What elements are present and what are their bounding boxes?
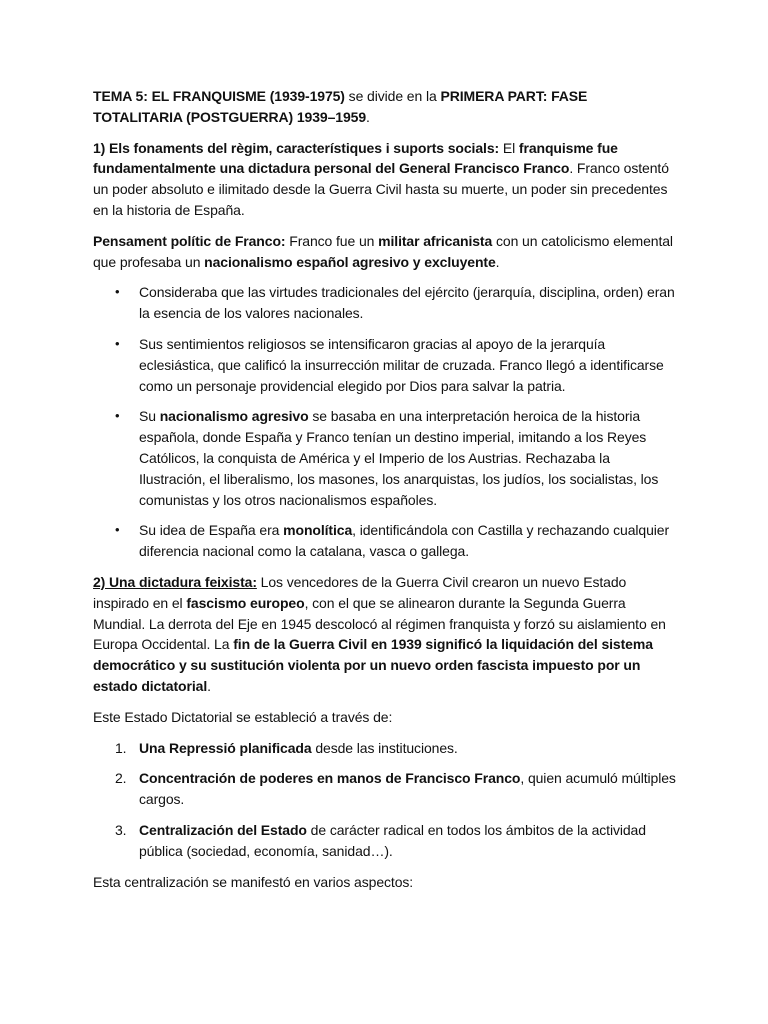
heading-title: TEMA 5: EL FRANQUISME (1939-1975) — [93, 88, 345, 104]
section-2-title — [93, 574, 257, 590]
section-2-paragraph — [93, 572, 678, 697]
section-2-bold-2: fin de la Guerra Civil en 1939 significó la liquidación del sistema democrático y su sustitución violenta por un nuevo orden fascista impuesto por un estado dictatorial — [93, 636, 653, 694]
bullet-item-4 — [93, 520, 678, 562]
numbered-item-1-number: 1. — [115, 739, 127, 756]
pensament-text-2: con un catolicismo elemental que profesaba un — [93, 232, 673, 270]
bullet-item-2 — [93, 334, 678, 396]
numbered-item-2-bold: Concentración de poderes en manos de Francisco Franco — [139, 770, 521, 787]
bullet-3-bold: nacionalismo agresivo — [159, 408, 309, 425]
numbered-item-2-text: , quien acumuló múltiples cargos. — [139, 770, 676, 808]
closing-line: Esta centralización se manifestó en varios aspectos: — [93, 873, 414, 890]
heading-end: . — [366, 108, 370, 125]
numbered-item-3-number: 3. — [115, 821, 127, 838]
bullet-2-text: Sus sentimientos religiosos se intensificaron gracias al apoyo de la jerarquía eclesiástica, que calificó la insurrección militar de cruzada. Franco llegó a identificarse como un personaje providencial elegido por Dios para salvar la patria. — [139, 335, 664, 394]
heading-connector: se divide en la — [344, 88, 441, 104]
bullet-3-pre: Su — [139, 408, 160, 425]
pensament-paragraph — [93, 231, 678, 273]
section-1-title: 1) Els fonaments del règim, característiques i suports socials: — [93, 139, 500, 156]
bullet-3-post: se basaba en una interpretación heroica de la historia española, donde España y Franco tenían un destino imperial, imitando a los Reyes Católicos, la conquista de América y el Imperio de los Austrias. Rechazaba la Ilustración, el liberalismo, los masones, los anarquistas, los judíos, los socialistas, los comunistas y los otros nacionalismos españoles. — [139, 408, 659, 508]
document-page — [93, 86, 678, 902]
bullet-1-text: Consideraba que las virtudes tradicionales del ejército (jerarquía, disciplina, orden) eran la esencia de los valores nacionales. — [139, 284, 675, 322]
heading-part: PRIMERA PART: FASE TOTALITARIA (POSTGUERRA) 1939–1959 — [93, 88, 588, 125]
section-2-title-underlined: 2) Una dictadura feixista: — [93, 573, 257, 590]
numbered-item-3-text: de carácter radical en todos los ámbitos de la actividad pública (sociedad, economía, sanidad…). — [139, 821, 646, 859]
numbered-item-3-bold: Centralización del Estado — [139, 821, 307, 838]
bullet-4-pre: Su idea de España era — [139, 522, 284, 539]
section-1-text-1: El — [499, 139, 519, 156]
bullet-item-3 — [93, 406, 678, 510]
estado-intro: Este Estado Dictatorial se estableció a través de: — [93, 708, 393, 725]
numbered-item-1 — [93, 738, 678, 759]
bullet-item-1 — [93, 282, 678, 324]
section-2-text-2: , con el que se alinearon durante la Segunda Guerra Mundial. La derrota del Eje en 1945 descolocó al régimen franquista y forzó su aislamiento en Europa Occidental. La — [93, 594, 666, 653]
document-heading — [93, 86, 678, 128]
bullet-4-post: , identificándola con Castilla y rechazando cualquier diferencia nacional como la catalana, vasca o gallega. — [139, 522, 670, 560]
bullet-4-bold: monolítica — [283, 522, 353, 539]
section-2-text-3: . — [207, 677, 211, 694]
section-2-text-1: Los vencedores de la Guerra Civil crearon un nuevo Estado inspirado en el — [93, 573, 627, 611]
pensament-bold-1: militar africanista — [378, 232, 493, 249]
numbered-list — [93, 738, 678, 862]
section-2-bold-1: fascismo europeo — [186, 594, 305, 611]
bullet-list — [93, 282, 678, 562]
section-1-paragraph — [93, 138, 678, 221]
numbered-item-2-number: 2. — [115, 770, 127, 787]
numbered-item-1-text: desde las instituciones. — [311, 739, 458, 756]
numbered-item-2 — [93, 768, 678, 810]
numbered-item-3 — [93, 820, 678, 862]
pensament-title: Pensament polític de Franco: — [93, 232, 286, 249]
numbered-item-1-bold: Una Repressió planificada — [139, 739, 312, 756]
pensament-bold-2: nacionalismo español agresivo y excluyente — [204, 253, 496, 270]
pensament-text-1: Franco fue un — [285, 232, 379, 249]
pensament-text-3: . — [495, 253, 500, 270]
section-1-bold-1: franquisme fue fundamentalmente una dictadura personal del General Francisco Franco — [93, 139, 618, 177]
section-1-text-2: . Franco ostentó un poder absoluto e ilimitado desde la Guerra Civil hasta su muerte, un poder sin precedentes en la historia de España. — [93, 160, 669, 218]
